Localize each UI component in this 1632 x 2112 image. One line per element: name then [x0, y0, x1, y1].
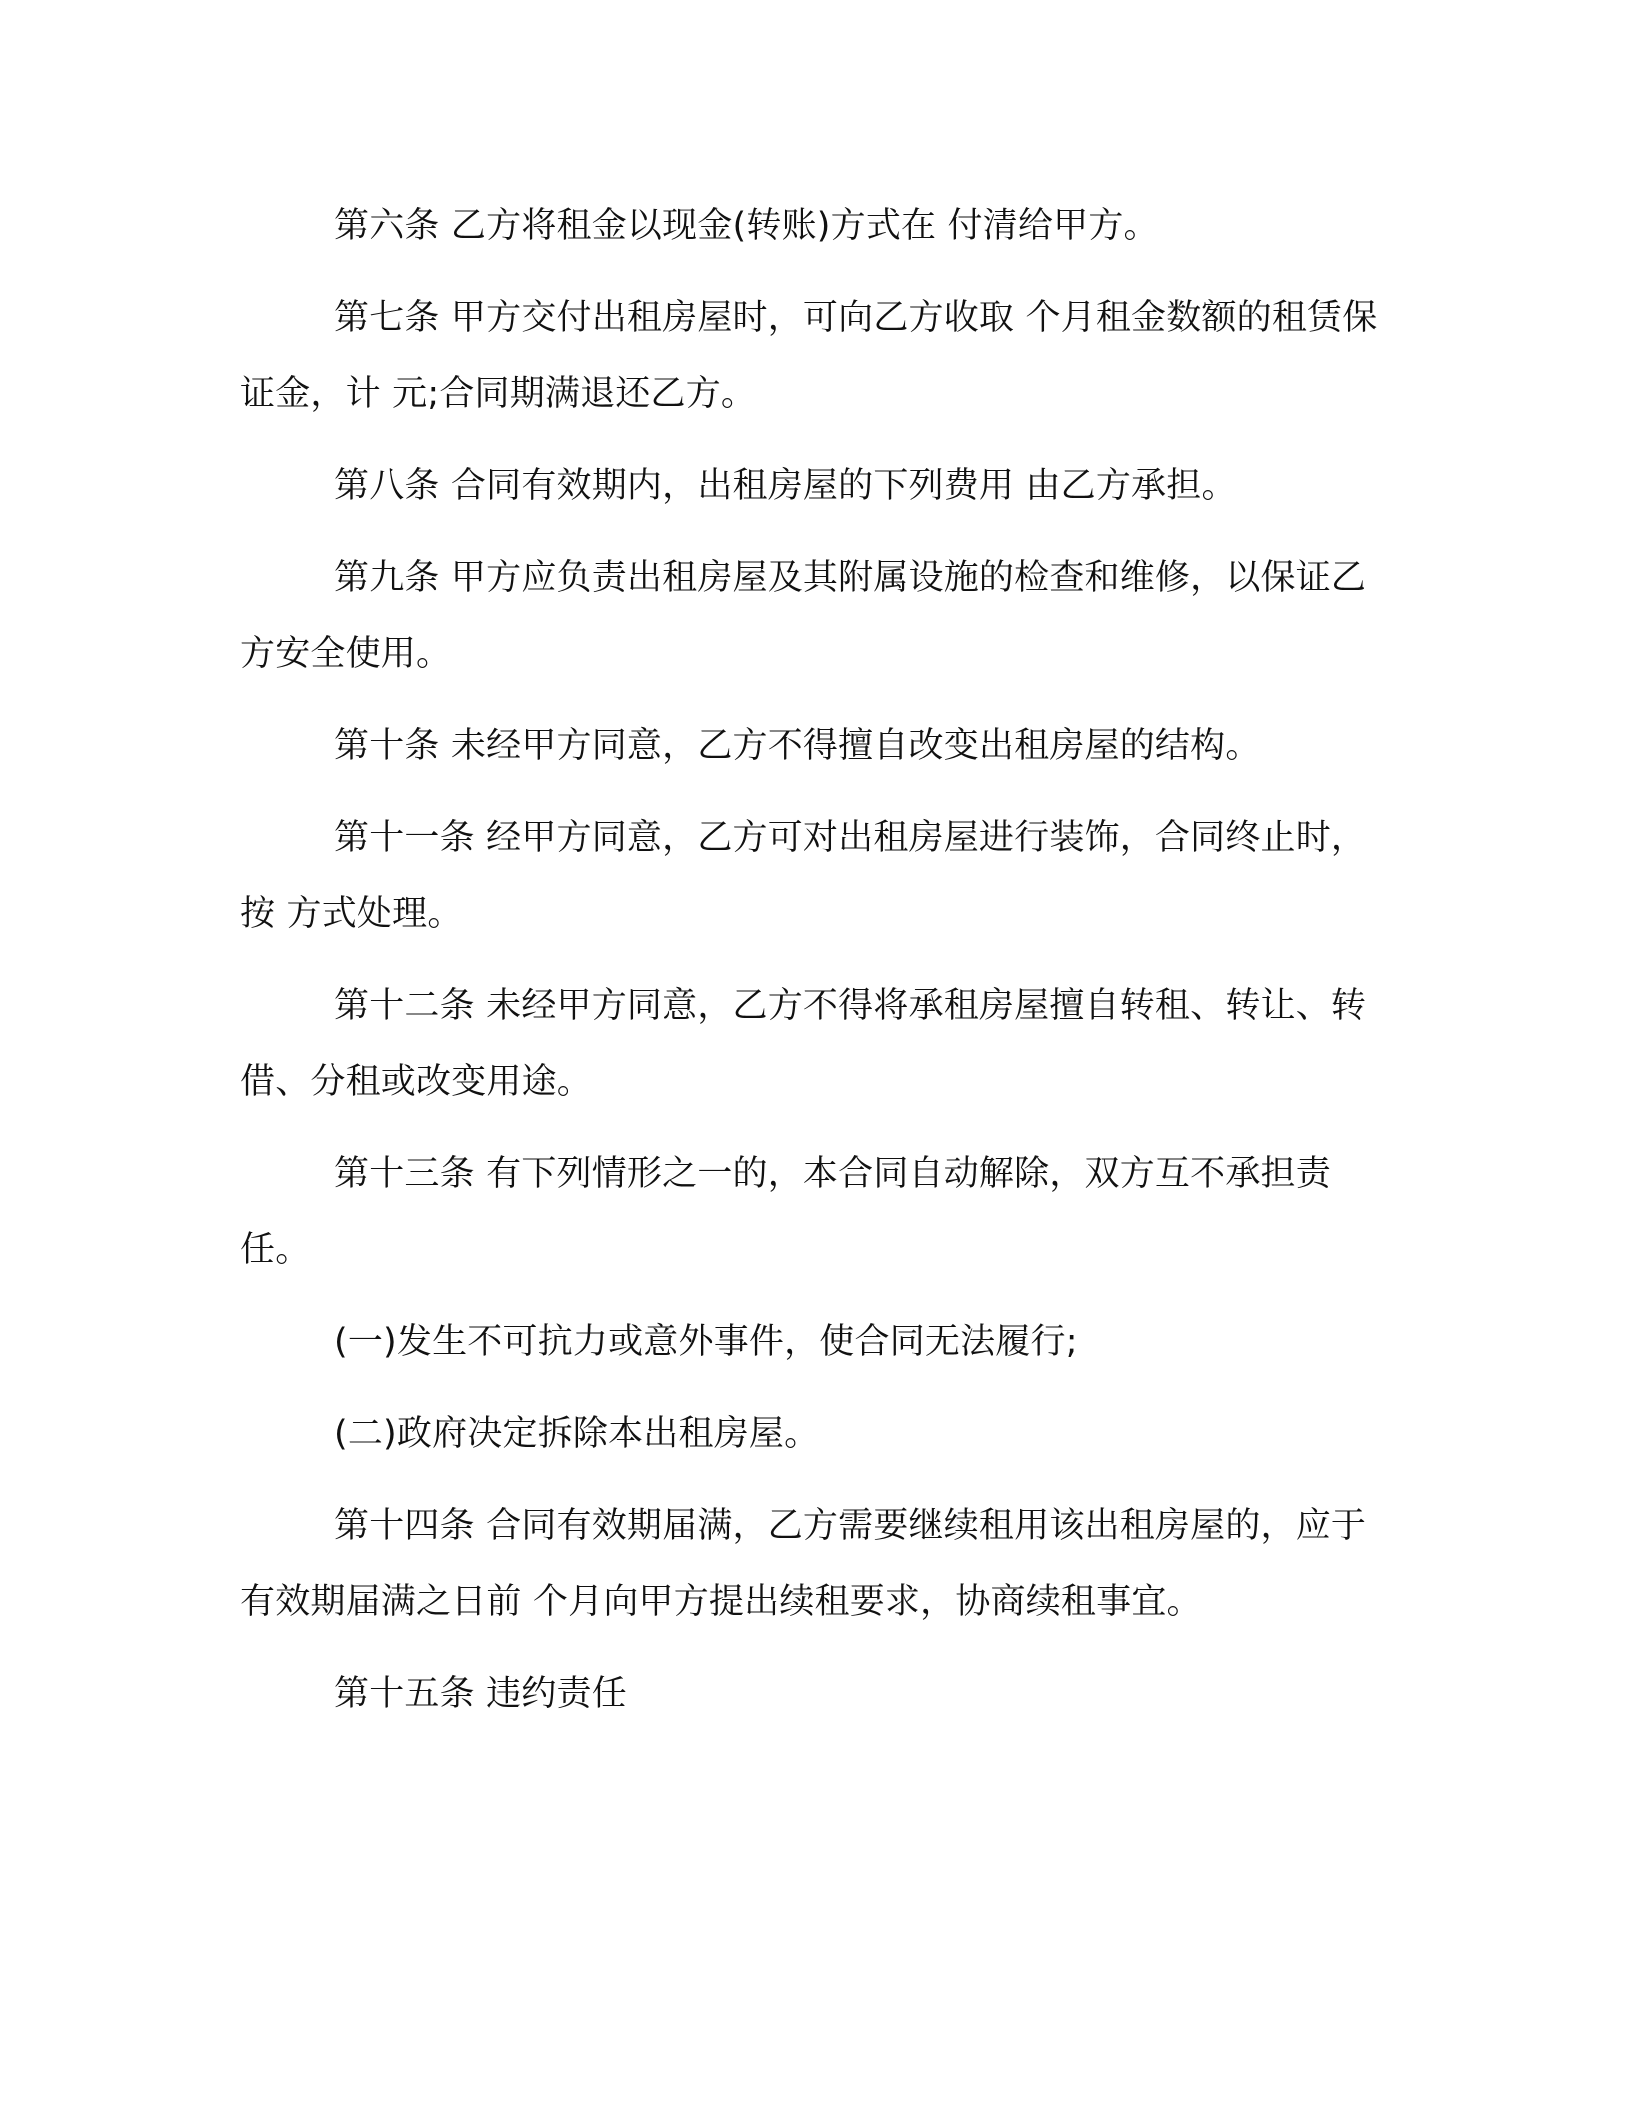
clause-9: 第九条 甲方应负责出租房屋及其附属设施的检查和维修，以保证乙方安全使用。 — [240, 558, 1367, 674]
clause-8: 第八条 合同有效期内，出租房屋的下列费用 由乙方承担。 — [334, 466, 1237, 506]
clause-12: 第十二条 未经甲方同意，乙方不得将承租房屋擅自转租、转让、转借、分租或改变用途。 — [240, 986, 1367, 1102]
clause-10: 第十条 未经甲方同意，乙方不得擅自改变出租房屋的结构。 — [334, 726, 1261, 766]
clause-11: 第十一条 经甲方同意，乙方可对出租房屋进行装饰，合同终止时，按 方式处理。 — [240, 818, 1367, 934]
clause-15: 第十五条 违约责任 — [334, 1674, 627, 1714]
document-body — [240, 188, 1400, 1748]
clause-13-item-2: (二)政府决定拆除本出租房屋。 — [334, 1414, 820, 1454]
clause-7: 第七条 甲方交付出租房屋时，可向乙方收取 个月租金数额的租赁保证金，计 元;合同期满退还乙方。 — [240, 298, 1378, 414]
clause-13-item-1: (一)发生不可抗力或意外事件，使合同无法履行; — [334, 1322, 1078, 1362]
clause-13: 第十三条 有下列情形之一的，本合同自动解除，双方互不承担责任。 — [240, 1154, 1331, 1270]
clause-14: 第十四条 合同有效期届满，乙方需要继续租用该出租房屋的，应于有效期届满之日前 个月向甲方提出续租要求，协商续租事宜。 — [240, 1506, 1367, 1622]
clause-6: 第六条 乙方将租金以现金(转账)方式在 付清给甲方。 — [334, 206, 1159, 246]
